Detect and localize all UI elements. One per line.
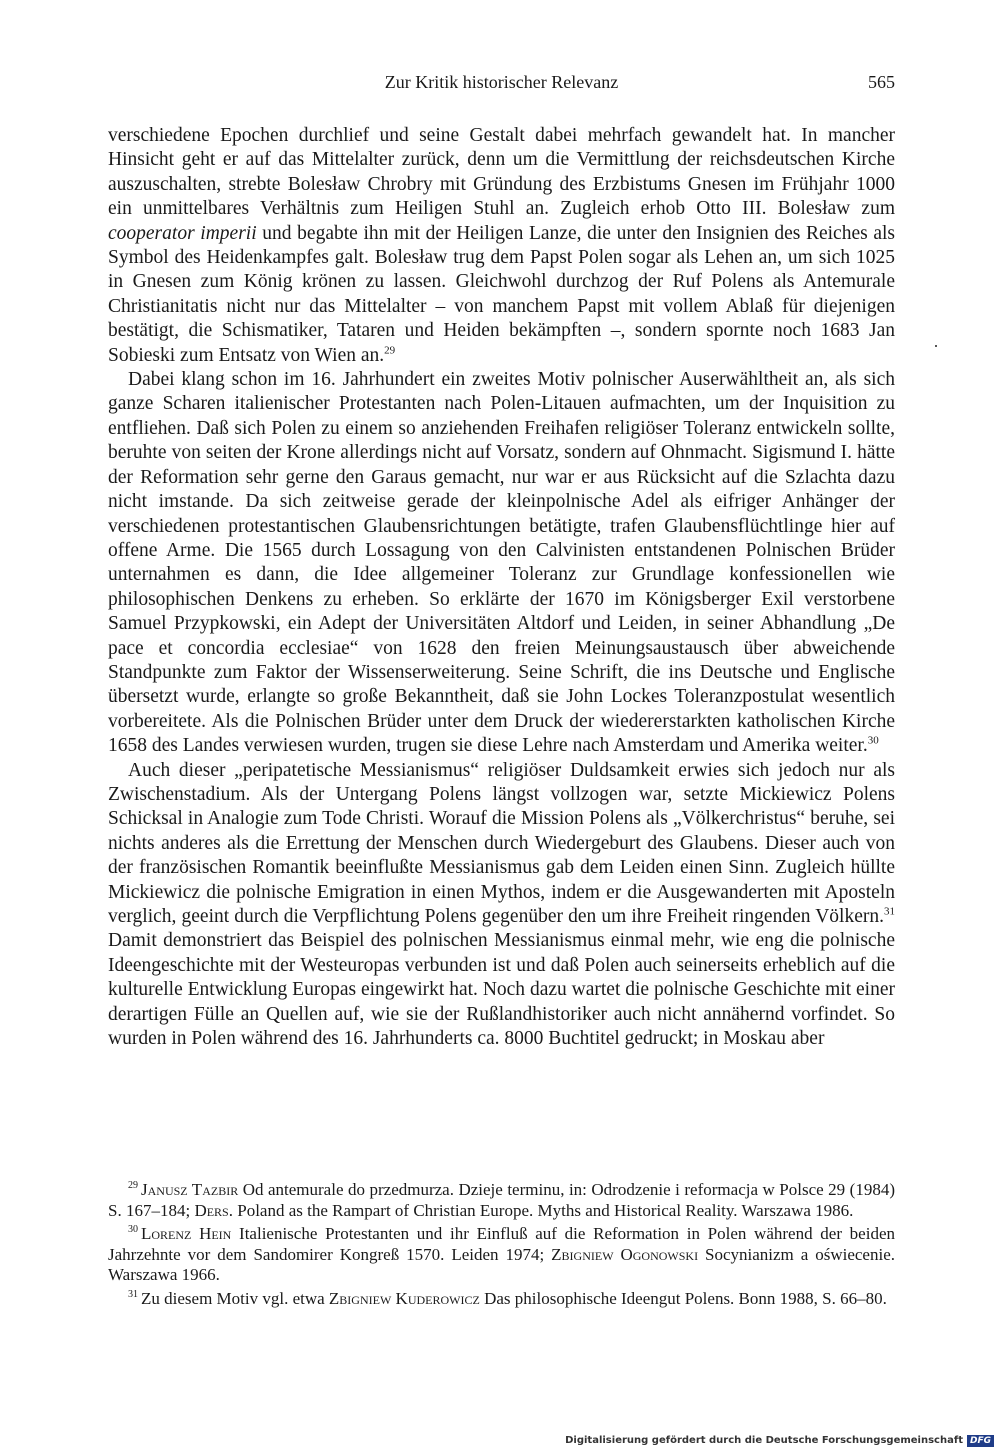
footnote-text: Italienische Protestanten und ihr Einfluß auf die Reformation in Polen während der beiden Jahrzehnte vor dem Sandomirer Kongreß 1570. Leiden 1974; [108,1224,895,1264]
footnote-29 [108,1180,895,1221]
scan-speck [935,345,937,347]
footnote-text: Das philosophische Ideengut Polens. Bonn 1988, S. 66–80. [479,1288,887,1308]
paragraph-3-text-a: Auch dieser „peripatetische Messianismus“ religiöser Duldsamkeit erwies sich jedoch nur als Zwischenstadium. Als der Untergang Polens längst vollzogen war, setzte Mickiewicz Polens Schicksal in Analogie zum Tode Christi. Worauf die Mission Polens als „Völkerchristus“ beruhe, sei nichts anderes als die Errettung der Menschen durch Wiedergeburt des Glaubens. Dieser auch von der französischen Romantik beeinflußte Messianismus gab dem Leiden einen Sinn. Zugleich hüllte Mickiewicz die polnische Emigration in einen Mythos, indem er die Ausgewanderten mit Aposteln verglich, geeint durch die Verpflichtung Polens gegenüber den um ihre Freiheit ringenden Völkern. [108,759,895,927]
footnote-number: 31 [128,1288,138,1300]
paragraph-1-text-b: und begabte ihn mit der Heiligen Lanze, die unter den Insignien des Reiches als Symbol des Heidenkampfes galt. Bolesław trug dem Papst Polen sogar als Lehen an, um sich 1025 in Gnesen zum König krönen zu lassen. Gleichwohl durchzog der Ruf Polens als Antemurale Christianitatis nicht nur das Mittelalter – von manchem Papst mit vollem Ablaß für diejenigen bestätigt, die Schismatiker, Tataren und Heiden bekämpften –, sondern spornte noch 1683 Jan Sobieski zum Entsatz von Wien an. [108,222,896,366]
footnote-number: 30 [128,1224,138,1236]
footnote-ref-31[interactable]: 31 [884,905,895,918]
footnote-30 [108,1224,895,1286]
paragraph-1 [108,124,895,368]
digitization-text: Digitalisierung gefördert durch die Deutsche Forschungsgemeinschaft [565,1435,963,1446]
footnote-author: Lorenz Hein [141,1224,232,1243]
running-title: Zur Kritik historischer Relevanz [384,72,619,92]
paragraph-2-text: Dabei klang schon im 16. Jahrhundert ein zweites Motiv polnischer Auserwähltheit an, als sich ganze Scharen italienischer Protestanten nach Polen-Litauen aufmachten, um der Inquisition zu entfliehen. Daß sich Polen zu einem so anziehenden Freihafen religiöser Toleranz entwickeln sollte, beruhte von seiten der Krone allerdings nicht auf Vorsatz, sondern auf Ohnmacht. Sigismund I. hätte der Reformation sehr gerne den Garaus gemacht, nur war er aus Rücksicht auf die Szlachta dazu nicht imstande. Da sich zeitweise gerade der kleinpolnische Adel als eifriger Anhänger der verschiedenen protestantischen Glaubensrichtungen betätigte, trafen Glaubensflüchtlinge hier auf offene Arme. Die 1565 durch Lossagung von den Calvinisten entstandenen Polnischen Brüder unternahmen es dann, die Idee allgemeiner Toleranz zur Grundlage konfessionellen wie philosophischen Denkens zu erheben. So erklärte der 1670 im Königsberger Exil verstorbene Samuel Przypkowski, ein Adept der Universitäten Altdorf und Leiden, in seiner Abhandlung „De pace et concordia ecclesiae“ von 1628 den freien Meinungsaustausch über abweichende Standpunkte zum Faktor der Wissenserweiterung. Seine Schrift, die ins Deutsche und Englische übersetzt wurde, erlangte so große Bekanntheit, daß sie John Lockes Toleranzpostulat wesentlich vorbereitete. Als die Polnischen Brüder unter dem Druck der wiedererstarkten katholischen Kirche 1658 des Landes verwiesen wurden, trugen sie diese Lehre nach Amsterdam und Amerika weiter. [108,369,895,757]
paragraph-3 [108,759,895,1052]
footnote-number: 29 [128,1180,138,1192]
paragraph-3-text-b: Damit demonstriert das Beispiel des polnischen Messianismus einmal mehr, wie eng die polnische Ideengeschichte mit der Westeuropas verbunden ist und daß Polen auch seinerseits erheblich auf die kulturelle Entwicklung Europas eingewirkt hat. Noch dazu wartet die polnische Geschichte mit einer derartigen Fülle an Quellen auf, wie sie der Rußlandhistoriker auch nicht annähernd vorfindet. So wurden in Polen während des 16. Jahrhunderts ca. 8000 Buchtitel gedruckt; in Moskau aber [108,930,895,1050]
digitization-notice [565,1435,994,1447]
dfg-logo: DFG [967,1435,994,1447]
footnote-text: Zu diesem Motiv vgl. etwa [141,1288,329,1308]
footnotes [108,1180,895,1312]
footnote-ref-29[interactable]: 29 [384,344,396,357]
page-header [108,72,895,100]
footnote-author: Zbigniew Ogonowski [551,1244,699,1264]
footnote-author: Zbigniew Kuderowicz [328,1288,480,1308]
footnote-text: Socynianizm a oświecenie. Warszawa 1966. [108,1244,895,1284]
main-text [108,124,895,1051]
footnote-ref-30[interactable]: 30 [867,734,879,747]
latin-term: cooperator imperii [108,222,257,244]
paragraph-1-text-a: verschiedene Epochen durchlief und seine Gestalt dabei mehrfach gewandelt hat. In mancher Hinsicht geht er auf das Mittelalter zurück, denn um die Vermittlung der reichsdeutschen Kirche auszuschalten, strebte Bolesław Chrobry mit Gründung des Erzbistums Gnesen im Frühjahr 1000 ein unmittelbares Verhältnis zum Heiligen Stuhl an. Zugleich erhob Otto III. Bolesław zum [108,125,895,220]
footnote-author: Ders. [194,1200,233,1220]
footnote-31 [108,1289,895,1310]
footnote-text: Poland as the Rampart of Christian Europe. Myths and Historical Reality. Warszawa 1986. [232,1200,854,1220]
page-number: 565 [868,72,895,92]
paragraph-2 [108,368,895,759]
footnote-author: Janusz Tazbir [141,1180,239,1199]
footnote-text: Od antemurale do przedmurza. Dzieje terminu, in: Odrodzenie i reformacja w Polsce 29 (1984) S. 167–184; [108,1180,895,1220]
